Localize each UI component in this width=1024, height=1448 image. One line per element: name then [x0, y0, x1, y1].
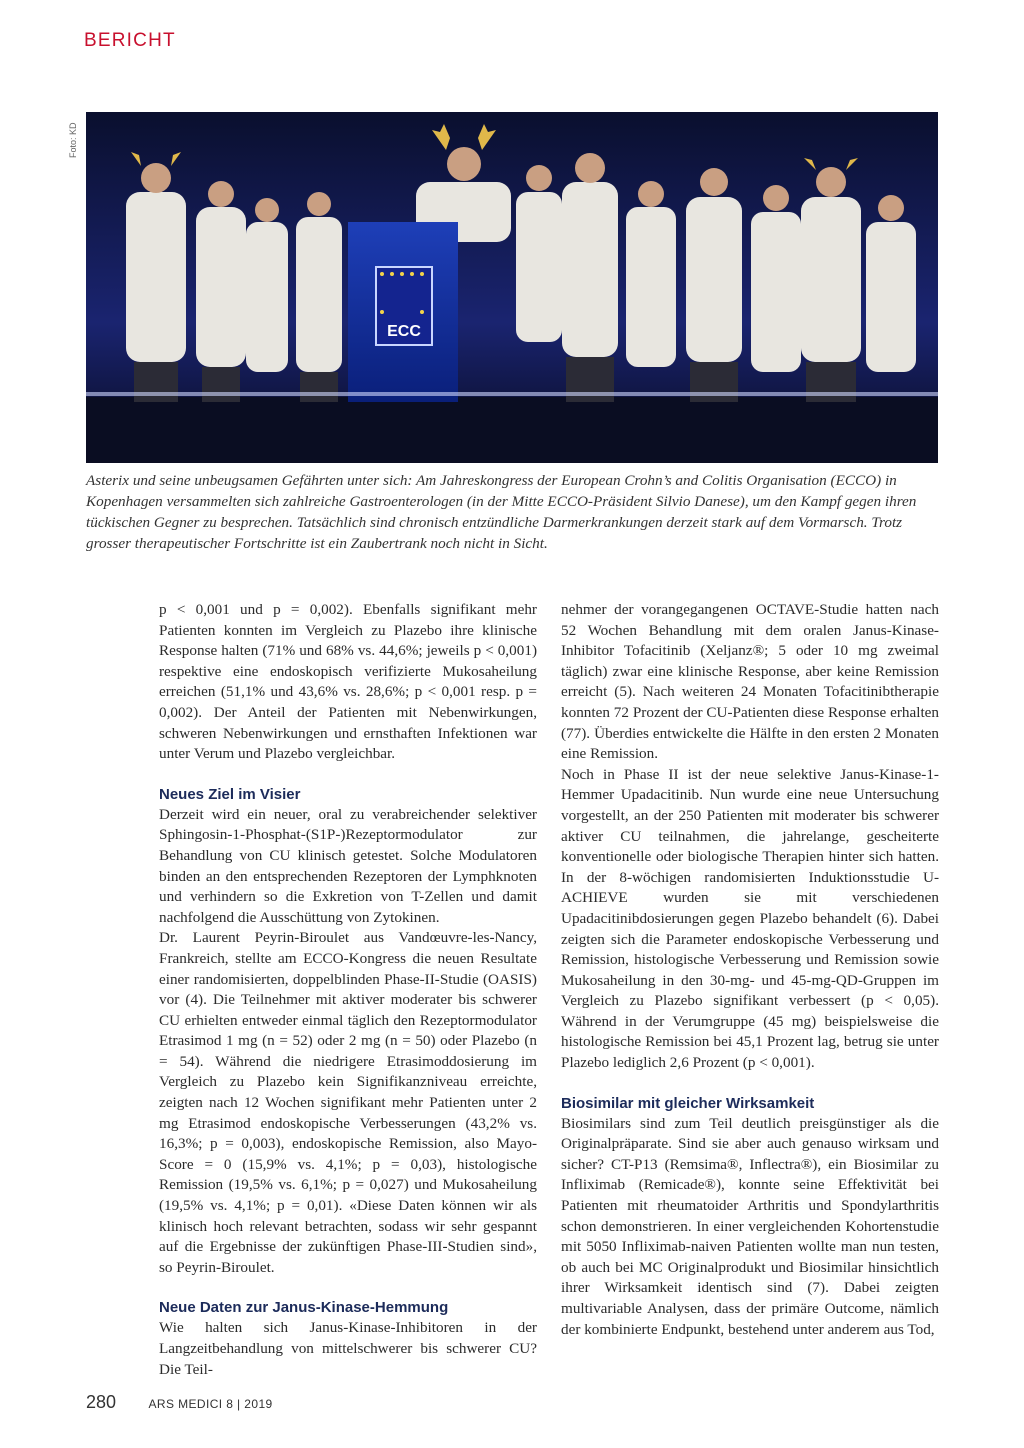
section-heading: Neues Ziel im Visier	[159, 785, 301, 803]
section-label: BERICHT	[84, 30, 176, 51]
photo-credit: Foto: KD	[68, 122, 78, 158]
section-heading: Neue Daten zur Janus-Kinase-Hemmung	[159, 1299, 449, 1317]
conference-photo	[86, 112, 938, 463]
paragraph: Noch in Phase II ist der neue selektive Janus-Kinase-1-Hemmer Upadacitinib. Nun wurde eine neue Untersuchung vorgestellt, an der 250 Patienten mit moderater bis schwerer aktiver CU teilnahmen, die jahrelange, gescheiterte konventionelle oder biologische Therapien hinter sich hatten. In der 8-wöchigen randomisierten Induktionsstudie U-ACHIEVE wurden sie mit verschiedenen Upadacitinibdosierungen gegen Plazebo behandelt (6). Dabei zeigten sich die Parameter endoskopische Verbesserung und Remission, histologische Verbesserung und Remission sowie Mukosaheilung in den 30-mg- und 45-mg-QD-Gruppen im Vergleich zu Plazebo signifikant verbessert (p < 0,05). Während in der Verumgruppe (45 mg) beispielsweise die histologische Remission bei 45,1 Prozent lag, betrug sie unter Plazebo lediglich 2,6 Prozent (p < 0,001).	[561, 765, 939, 1072]
paragraph: Dr. Laurent Peyrin-Biroulet aus Vandœuvre-les-Nancy, Frankreich, stellte am ECCO-Kongress die neuen Resultate einer randomisierten, doppelblinden Phase-II-Studie (OASIS) vor (4). Die Teilnehmer mit aktiver moderater bis schwerer CU erhielten entweder einmal täglich den Rezeptormodulator Etrasimod 1 mg (n = 52) oder 2 mg (n = 50) oder Plazebo (n = 54). Während die niedrigere Etrasimoddosierung im Vergleich zu Plazebo kein Signifikanzniveau erreichte, zeigten nach 12 Wochen signifikant mehr Patienten unter 2 mg Etrasimod endoskopische Verbesserungen (43,2% vs. 16,3%; p = 0,003), endoskopische Remission, also Mayo-Score = 0 (15,9% vs. 4,1%; p = 0,03), histologische Remission (19,5% vs. 6,1%; p = 0,027) und Mukosaheilung (19,5% vs. 4,1%; p = 0,01). «Diese Daten können wir als klinisch hoch relevant betrachten, sodass wir sehr gespannt auf die Ergebnisse der zukünftigen Phase-III-Studien sind», so Peyrin-Biroulet.	[159, 929, 537, 1276]
podium-logo-text: ECC	[387, 323, 421, 340]
page-number: 280	[86, 1392, 117, 1412]
photo-caption: Asterix und seine unbeugsamen Gefährten unter sich: Am Jahreskongress der European Crohn’s and Colitis Organisation (ECCO) in Kopenhagen versammelten sich zahlreiche Gastroenterologen (in der Mitte ECCO-Präsident Silvio Danese), um den Kampf gegen ihren tückischen Gegner zu besprechen. Tatsächlich sind chronisch entzündliche Darmerkrankungen derzeit stark auf dem Vormarsch. Trotz grosser therapeutischer Fortschritte ist ein Zaubertrank noch nicht in Sicht.	[86, 472, 917, 552]
left-column	[159, 600, 537, 1380]
right-column	[561, 600, 939, 1340]
journal-name: ARS MEDICI 8 | 2019	[148, 1397, 273, 1411]
section-heading: Biosimilar mit gleicher Wirksamkeit	[561, 1094, 815, 1112]
paragraph: nehmer der vorangegangenen OCTAVE-Studie hatten nach 52 Wochen Behandlung mit dem oralen Janus-Kinase-Inhibitor Tofacitinib (Xeljanz®; 5 oder 10 mg zweimal täglich) zwar eine klinische Response, aber keine Remission erreicht (5). Nach weiteren 24 Monaten Tofacitinibtherapie konnten 72 Prozent der CU-Patienten diese Response erhalten (77). Überdies entwickelte die Hälfte in den ersten 2 Monaten eine Remission.	[561, 601, 939, 763]
paragraph: Wie halten sich Janus-Kinase-Inhibitoren in der Langzeitbehandlung von mittelschwerer bis schwerer CU? Die Teil-	[159, 1319, 537, 1378]
page-footer	[86, 1392, 273, 1413]
paragraph: Derzeit wird ein neuer, oral zu verabreichender selektiver Sphingosin-1-Phosphat-(S1P-)Rezeptormodulator zur Behandlung von CU klinisch getestet. Solche Modulatoren binden an den entsprechenden Rezeptoren der Lymphknoten und verhindern so die Exkretion von T-Zellen und damit nachfolgend die Ausschüttung von Zytokinen.	[159, 805, 537, 926]
paragraph: Biosimilars sind zum Teil deutlich preisgünstiger als die Originalpräparate. Sind sie aber auch genauso wirksam und sicher? CT-P13 (Remsima®, Inflectra®), ein Biosimilar zu Infliximab (Remicade®), konnte seine Effektivität bei Patienten mit rheumatoider Arthritis und Spondylarthritis schon demonstrieren. In einer vergleichenden Kohortenstudie mit 5050 Infliximab-naiven Patienten wollte man nun testen, ob auch bei MC Originalprodukt und Biosimilar hinsichtlich ihrer Wirksamkeit identisch sind (7). Dabei zeigten multivariable Analysen, dass der primäre Outcome, nämlich der kombinierte Endpunkt, bestehend unter anderem aus Tod,	[561, 1114, 939, 1338]
paragraph: p < 0,001 und p = 0,002). Ebenfalls signifikant mehr Patienten konnten im Vergleich zu Plazebo ihre klinische Response halten (71% und 68% vs. 44,6%; jeweils p < 0,001) respektive eine endoskopisch verifizierte Mukosaheilung erreichen (51,1% und 43,6% vs. 28,6%; p < 0,001 resp. p = 0,002). Der Anteil der Patienten mit Nebenwirkungen, schweren Nebenwirkungen und ernsthaften Infektionen war unter Verum und Plazebo vergleichbar.	[159, 601, 537, 763]
